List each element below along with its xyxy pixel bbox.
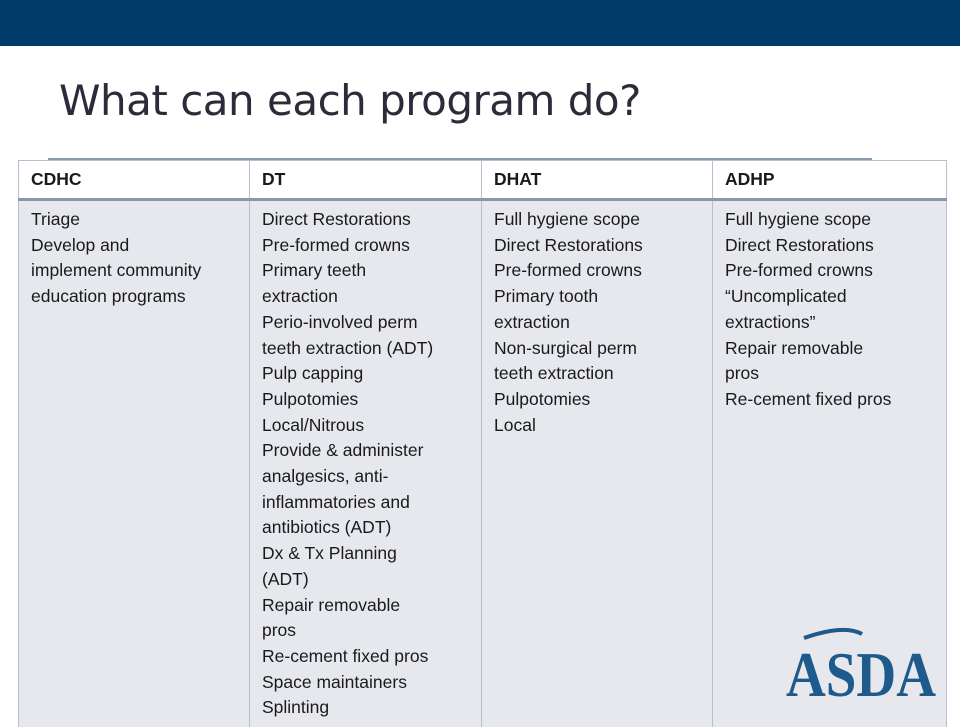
cell-line: extraction — [494, 310, 706, 336]
column-header-dhat: DHAT — [482, 161, 713, 200]
cell-line: Direct Restorations — [494, 233, 706, 259]
asda-logo — [784, 628, 940, 710]
column-header-adhp: ADHP — [713, 161, 947, 200]
cell-line: Dx & Tx Planning — [262, 541, 475, 567]
cell-line: Full hygiene scope — [494, 207, 706, 233]
column-header-dt: DT — [250, 161, 482, 200]
cell-line: Pre-formed crowns — [262, 233, 475, 259]
cell-line: Develop and — [31, 233, 243, 259]
cell-line: extractions” — [725, 310, 940, 336]
cell-line: Pulp capping — [262, 361, 475, 387]
cell-line: pros — [262, 618, 475, 644]
cell-line: education programs — [31, 284, 243, 310]
cell-line: Repair removable — [725, 336, 940, 362]
cell-line: teeth extraction — [494, 361, 706, 387]
cell-line: Re-cement fixed pros — [262, 644, 475, 670]
cell-line: antibiotics (ADT) — [262, 515, 475, 541]
cell-line: Non-surgical perm — [494, 336, 706, 362]
slide-title: What can each program do? — [59, 76, 641, 125]
cell-line: inflammatories and — [262, 490, 475, 516]
cell-line: Direct Restorations — [262, 207, 475, 233]
cell-line: Repair removable — [262, 593, 475, 619]
table-header-row — [19, 161, 947, 200]
cell-line: “Uncomplicated — [725, 284, 940, 310]
cell-dhat — [482, 200, 713, 727]
cell-line: Provide & administer — [262, 438, 475, 464]
logo-text: ASDA — [786, 639, 936, 710]
cell-line: Pre-formed crowns — [725, 258, 940, 284]
cell-dt — [250, 200, 482, 727]
cell-line: Direct Restorations — [725, 233, 940, 259]
logo-swoosh — [804, 630, 862, 638]
cell-line: Full hygiene scope — [725, 207, 940, 233]
top-banner — [0, 0, 960, 46]
cell-line: (ADT) — [262, 567, 475, 593]
cell-line: Re-cement fixed pros — [725, 387, 940, 413]
cell-line: Primary tooth — [494, 284, 706, 310]
cell-line: Local/Nitrous — [262, 413, 475, 439]
cell-line: pros — [725, 361, 940, 387]
cell-line: Pulpotomies — [494, 387, 706, 413]
cell-cdhc — [19, 200, 250, 727]
cell-line: Splinting — [262, 695, 475, 721]
cell-line: Space maintainers — [262, 670, 475, 696]
cell-line: Primary teeth — [262, 258, 475, 284]
cell-line: implement community — [31, 258, 243, 284]
cell-line: Local — [494, 413, 706, 439]
cell-line: extraction — [262, 284, 475, 310]
cell-line: teeth extraction (ADT) — [262, 336, 475, 362]
cell-line: Perio-involved perm — [262, 310, 475, 336]
cell-line: Pulpotomies — [262, 387, 475, 413]
cell-line: Triage — [31, 207, 243, 233]
cell-line: Pre-formed crowns — [494, 258, 706, 284]
cell-line: analgesics, anti- — [262, 464, 475, 490]
column-header-cdhc: CDHC — [19, 161, 250, 200]
